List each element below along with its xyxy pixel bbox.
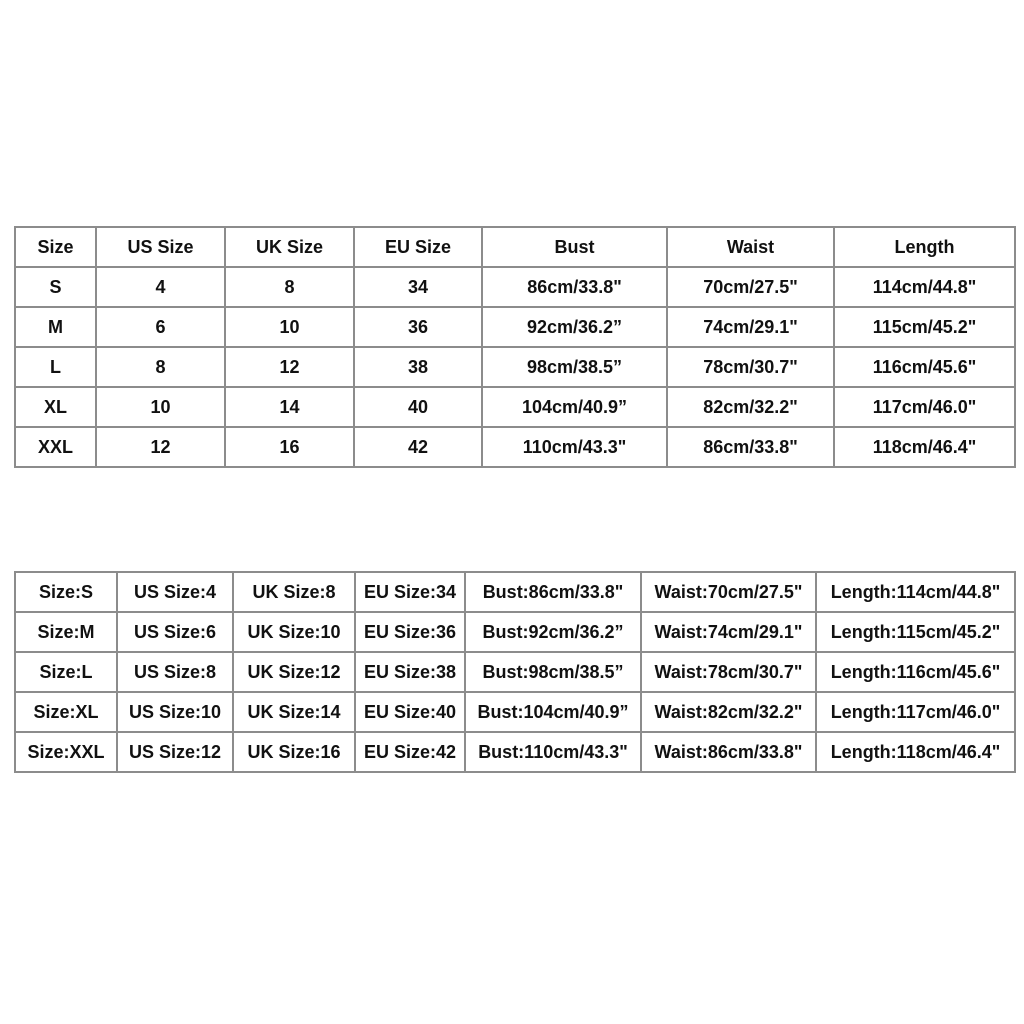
header-cell-length: Length [834,227,1015,267]
table-cell: 6 [96,307,225,347]
table-cell: 8 [225,267,354,307]
table-cell: 36 [354,307,482,347]
table-cell: Length:117cm/46.0" [816,692,1015,732]
table-cell: 10 [225,307,354,347]
table-cell: EU Size:38 [355,652,465,692]
table-cell: 4 [96,267,225,307]
table-cell: Size:S [15,572,117,612]
table-header-row [15,227,1015,267]
table-row [15,652,1015,692]
table-cell: 78cm/30.7" [667,347,834,387]
table-cell: 104cm/40.9” [482,387,667,427]
table-cell: 114cm/44.8" [834,267,1015,307]
table-cell: Size:L [15,652,117,692]
table-cell: 116cm/45.6" [834,347,1015,387]
table-cell: XXL [15,427,96,467]
table-cell: 38 [354,347,482,387]
table-cell: 74cm/29.1" [667,307,834,347]
table-cell: 14 [225,387,354,427]
table-cell: Size:M [15,612,117,652]
table-cell: 12 [96,427,225,467]
table-cell: US Size:6 [117,612,233,652]
table-cell: 110cm/43.3" [482,427,667,467]
table-cell: 92cm/36.2” [482,307,667,347]
table-row [15,387,1015,427]
table-cell: EU Size:40 [355,692,465,732]
table-cell: UK Size:14 [233,692,355,732]
table-cell: Length:114cm/44.8" [816,572,1015,612]
table-cell: 16 [225,427,354,467]
table-row [15,307,1015,347]
table-row [15,427,1015,467]
table-cell: US Size:4 [117,572,233,612]
table-cell: US Size:12 [117,732,233,772]
table-cell: US Size:10 [117,692,233,732]
header-cell-us-size: US Size [96,227,225,267]
table-cell: XL [15,387,96,427]
table-cell: Waist:78cm/30.7" [641,652,816,692]
table-cell: 115cm/45.2" [834,307,1015,347]
table-cell: 10 [96,387,225,427]
table-cell: 98cm/38.5” [482,347,667,387]
table-cell: Bust:92cm/36.2” [465,612,641,652]
table-cell: Length:115cm/45.2" [816,612,1015,652]
table-row [15,732,1015,772]
table-cell: Waist:70cm/27.5" [641,572,816,612]
header-cell-eu-size: EU Size [354,227,482,267]
table-cell: Waist:82cm/32.2" [641,692,816,732]
table-cell: Bust:104cm/40.9” [465,692,641,732]
table-cell: 86cm/33.8" [482,267,667,307]
header-cell-waist: Waist [667,227,834,267]
table-row [15,267,1015,307]
table-cell: Bust:98cm/38.5” [465,652,641,692]
table-row [15,572,1015,612]
table-cell: Waist:74cm/29.1" [641,612,816,652]
table-cell: 70cm/27.5" [667,267,834,307]
table-cell: 42 [354,427,482,467]
size-chart-table-bottom [14,571,1016,773]
size-chart-table-top [14,226,1016,468]
table-cell: UK Size:12 [233,652,355,692]
table-cell: UK Size:10 [233,612,355,652]
table-cell: 86cm/33.8" [667,427,834,467]
table-cell: Waist:86cm/33.8" [641,732,816,772]
table-cell: S [15,267,96,307]
table-cell: Size:XXL [15,732,117,772]
table-cell: Bust:110cm/43.3" [465,732,641,772]
table-cell: US Size:8 [117,652,233,692]
table-cell: 8 [96,347,225,387]
table-cell: EU Size:36 [355,612,465,652]
table-cell: 34 [354,267,482,307]
header-cell-bust: Bust [482,227,667,267]
table-cell: 118cm/46.4" [834,427,1015,467]
table-cell: Length:116cm/45.6" [816,652,1015,692]
table-cell: EU Size:34 [355,572,465,612]
table-cell: EU Size:42 [355,732,465,772]
header-cell-uk-size: UK Size [225,227,354,267]
table-cell: 40 [354,387,482,427]
table-cell: 12 [225,347,354,387]
table-row [15,612,1015,652]
table-cell: 117cm/46.0" [834,387,1015,427]
table-cell: Bust:86cm/33.8" [465,572,641,612]
table-cell: Size:XL [15,692,117,732]
table-row [15,692,1015,732]
table-cell: M [15,307,96,347]
table-cell: 82cm/32.2" [667,387,834,427]
table-cell: UK Size:16 [233,732,355,772]
table-cell: L [15,347,96,387]
table-row [15,347,1015,387]
header-cell-size: Size [15,227,96,267]
table-cell: UK Size:8 [233,572,355,612]
table-cell: Length:118cm/46.4" [816,732,1015,772]
